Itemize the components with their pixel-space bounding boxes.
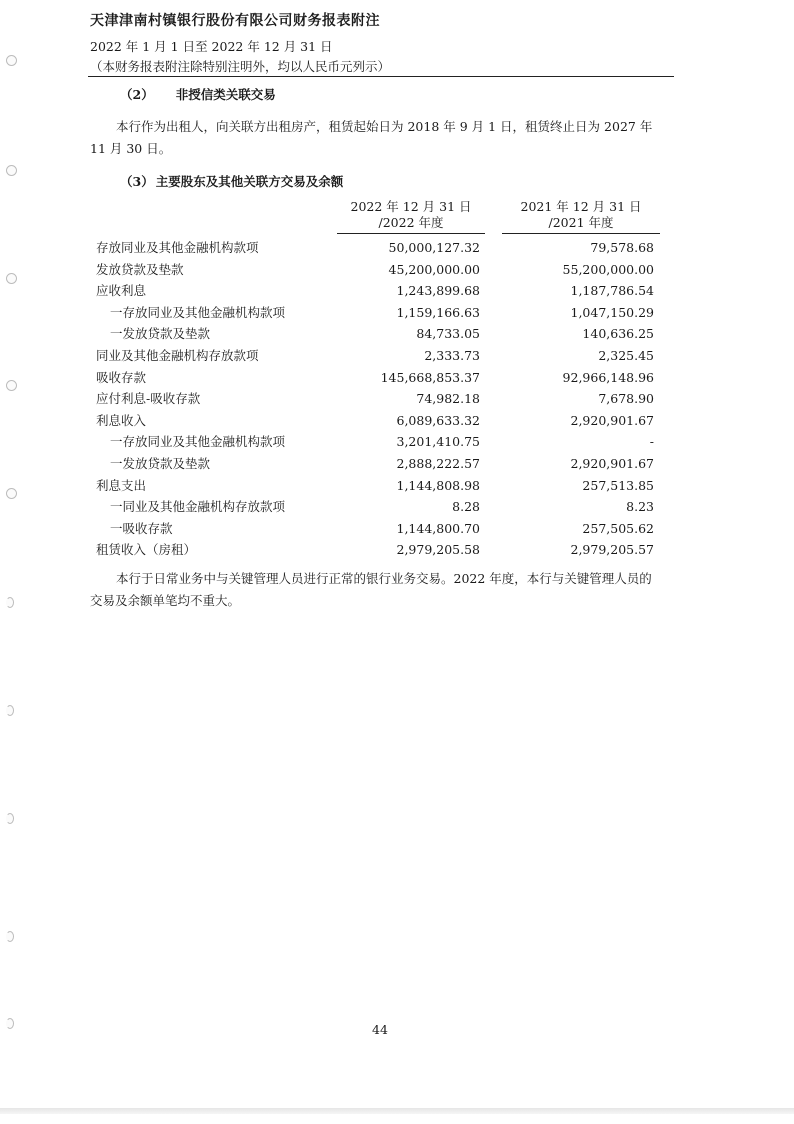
value-2021: 140,636.25 — [582, 326, 654, 342]
row-label: 租赁收入（房租） — [96, 542, 197, 558]
row-label: 发放贷款及垫款 — [96, 261, 184, 277]
value-2022: 2,979,205.58 — [396, 542, 480, 558]
lease-paragraph: 本行作为出租人，向关联方出租房产，租赁起始日为 2018 年 9 月 1 日，租赁终止日为 2027 年 11 月 30 日。 — [90, 119, 653, 156]
row-label: 存放同业及其他金融机构款项 — [96, 240, 259, 255]
column-header-2022 — [337, 199, 485, 234]
table-row — [96, 431, 666, 453]
table-row — [96, 259, 666, 281]
binder-hole — [6, 380, 17, 391]
value-2022: 84,733.05 — [416, 326, 480, 342]
value-2021: - — [649, 434, 654, 450]
value-2022: 3,201,410.75 — [396, 434, 480, 450]
currency-note: （本财务报表附注除特别注明外，均以人民币元列示） — [90, 59, 391, 74]
row-label: 一存放同业及其他金融机构款项 — [110, 304, 286, 320]
reporting-period: 2022 年 1 月 1 日至 2022 年 12 月 31 日 — [90, 39, 333, 54]
value-2021: 55,200,000.00 — [562, 261, 654, 277]
row-label: 一同业及其他金融机构存放款项 — [110, 499, 286, 515]
value-2022: 50,000,127.32 — [388, 240, 480, 255]
table-row — [96, 475, 666, 497]
table-row — [96, 345, 666, 367]
column-header-year: /2022 年度 — [378, 215, 444, 230]
table-row — [96, 539, 666, 561]
table-row — [96, 518, 666, 540]
row-label: 应付利息-吸收存款 — [96, 391, 201, 407]
value-2022: 74,982.18 — [416, 391, 480, 407]
value-2022: 6,089,633.32 — [396, 412, 480, 428]
table-row — [96, 453, 666, 475]
column-header-rule — [337, 233, 485, 234]
value-2021: 2,325.45 — [598, 347, 654, 363]
value-2021: 79,578.68 — [590, 240, 654, 255]
value-2021: 1,187,786.54 — [570, 283, 654, 299]
scan-edge-shadow — [0, 1108, 794, 1114]
section-number: （2） — [120, 87, 154, 102]
row-label: 利息收入 — [96, 412, 147, 428]
column-header-year: /2021 年度 — [548, 215, 614, 230]
row-label: 一存放同业及其他金融机构款项 — [110, 434, 286, 450]
value-2021: 2,920,901.67 — [570, 412, 654, 428]
binder-hole — [6, 597, 14, 608]
related-party-table — [96, 237, 666, 561]
row-label: 吸收存款 — [96, 369, 147, 385]
value-2022: 1,159,166.63 — [396, 304, 480, 320]
section-heading-2 — [120, 85, 276, 103]
row-label: 应收利息 — [96, 283, 147, 299]
value-2022: 1,144,808.98 — [396, 477, 480, 493]
value-2022: 8.28 — [452, 499, 480, 515]
header-divider — [88, 76, 674, 77]
document-title: 天津津南村镇银行股份有限公司财务报表附注 — [90, 13, 380, 29]
section-heading-3 — [120, 172, 343, 190]
table-row — [96, 410, 666, 432]
binder-hole — [6, 931, 14, 942]
binder-hole — [6, 813, 14, 824]
value-2021: 92,966,148.96 — [562, 369, 654, 385]
row-label: 同业及其他金融机构存放款项 — [96, 347, 259, 363]
value-2021: 2,979,205.57 — [570, 542, 654, 558]
value-2022: 2,333.73 — [424, 347, 480, 363]
value-2022: 145,668,853.37 — [380, 369, 480, 385]
page-number: 44 — [372, 1022, 388, 1037]
column-header-date: 2022 年 12 月 31 日 — [350, 199, 472, 214]
value-2021: 257,513.85 — [582, 477, 654, 493]
binder-hole — [6, 488, 17, 499]
column-header-rule — [502, 233, 660, 234]
table-row — [96, 280, 666, 302]
row-label: 利息支出 — [96, 477, 147, 493]
value-2022: 1,144,800.70 — [396, 520, 480, 536]
value-2022: 45,200,000.00 — [388, 261, 480, 277]
table-row — [96, 237, 666, 259]
value-2022: 2,888,222.57 — [396, 455, 480, 471]
binder-hole — [6, 273, 17, 284]
row-label: 一发放贷款及垫款 — [110, 455, 211, 471]
section-title: 非授信类关联交易 — [175, 87, 276, 102]
table-row — [96, 388, 666, 410]
column-header-2021 — [502, 199, 660, 234]
section-number: （3） — [120, 174, 154, 189]
value-2021: 2,920,901.67 — [570, 455, 654, 471]
table-row — [96, 367, 666, 389]
value-2021: 7,678.90 — [598, 391, 654, 407]
row-label: 一发放贷款及垫款 — [110, 326, 211, 342]
table-row — [96, 323, 666, 345]
value-2022: 1,243,899.68 — [396, 283, 480, 299]
table-row — [96, 302, 666, 324]
binder-hole — [6, 705, 14, 716]
value-2021: 8.23 — [626, 499, 654, 515]
binder-hole — [6, 55, 17, 66]
value-2021: 257,505.62 — [582, 520, 654, 536]
column-header-date: 2021 年 12 月 31 日 — [520, 199, 642, 214]
table-row — [96, 496, 666, 518]
section-title: 主要股东及其他关联方交易及余额 — [155, 174, 344, 189]
row-label: 一吸收存款 — [110, 520, 173, 536]
value-2021: 1,047,150.29 — [570, 304, 654, 320]
binder-hole — [6, 165, 17, 176]
closing-paragraph: 本行于日常业务中与关键管理人员进行正常的银行业务交易。2022 年度，本行与关键管理人员的交易及余额单笔均不重大。 — [90, 571, 652, 608]
